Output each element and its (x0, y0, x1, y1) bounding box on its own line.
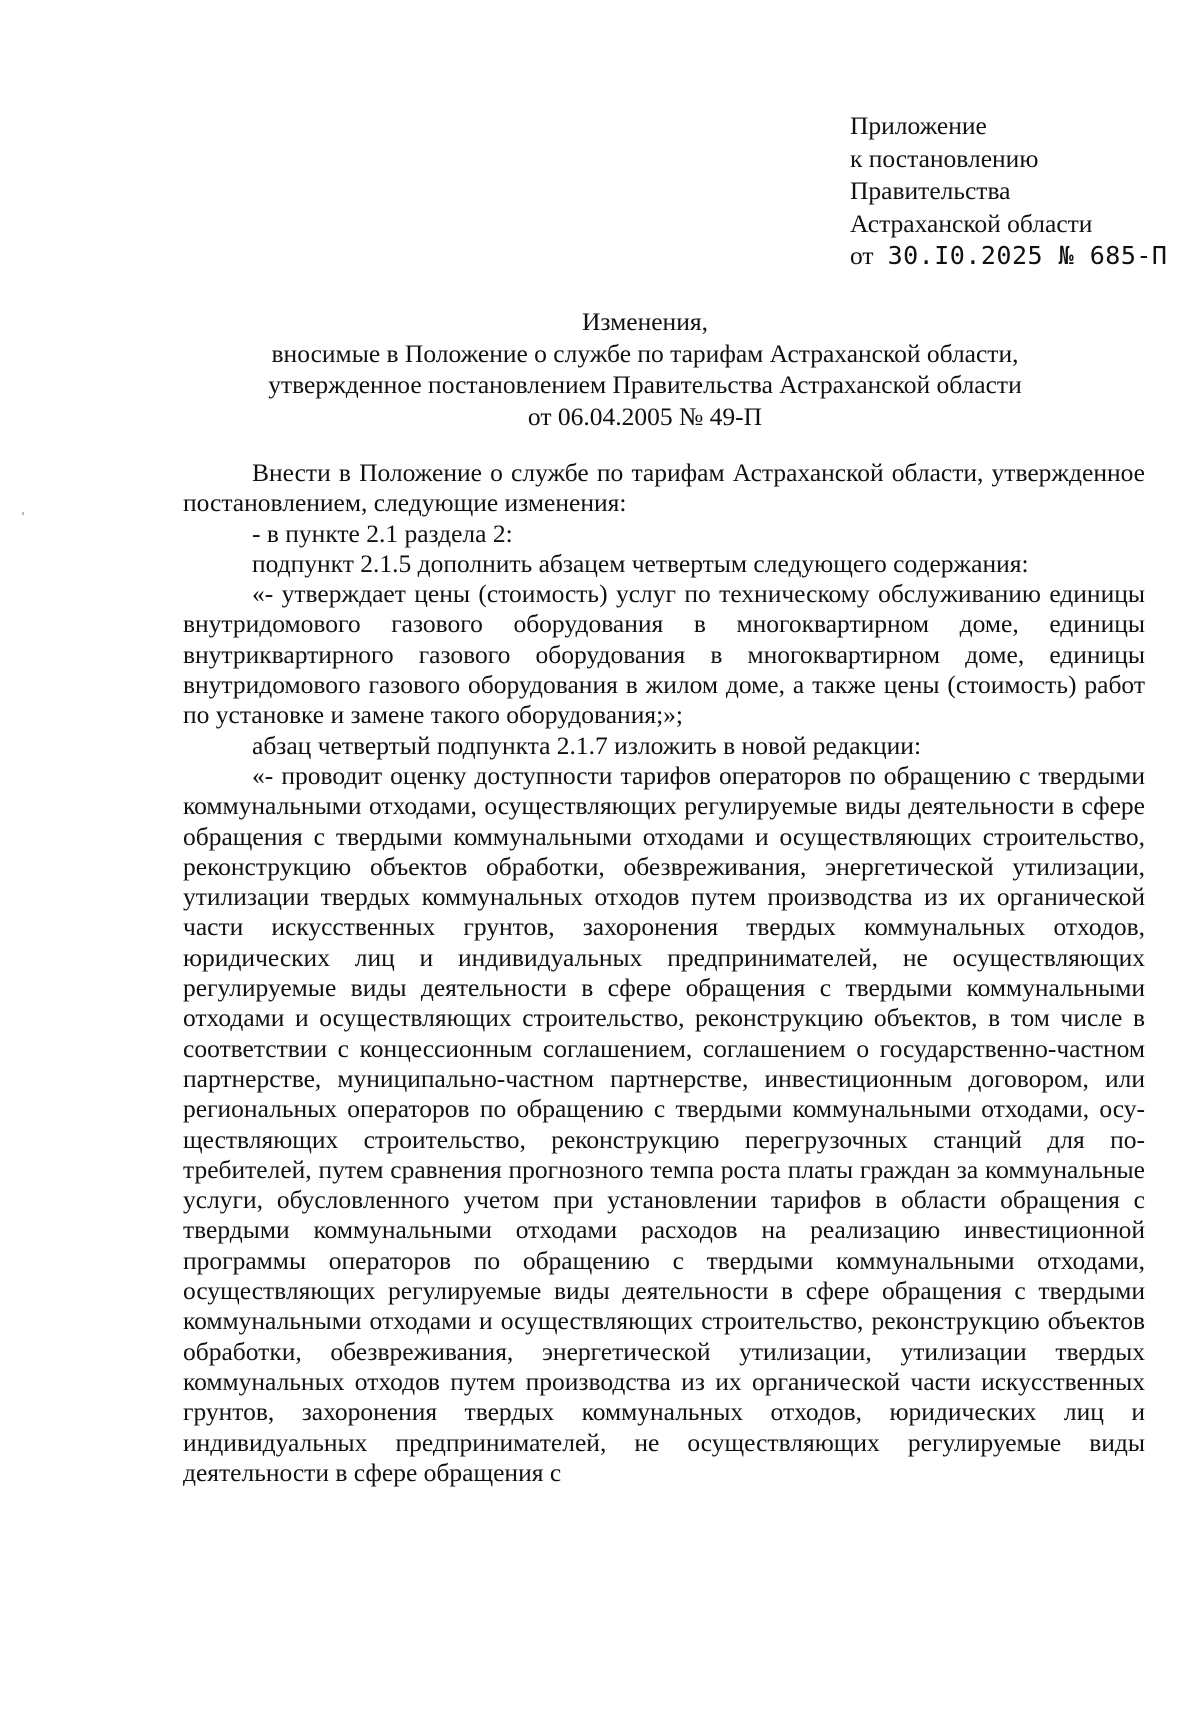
appendix-line: Правительства (850, 176, 1011, 205)
heading-title: Изменения, (582, 307, 708, 336)
appendix-date-line (850, 240, 1168, 273)
appendix-date-prefix: от (850, 241, 874, 270)
body-paragraph: «- утверждает цены (стоимость) услуг по техническому обслуживанию единицы внутридомового газового оборудования в многоквартирном доме, единицы внутриквартирного газового оборудования в многоквартирном доме, единицы внутридомового газового оборудования в жилом доме, а также цены (стоимость) работ по установке и замене такого оборудования;»; (183, 579, 1145, 730)
appendix-date-stamp: 30.I0.2025 № 685-П (887, 241, 1168, 270)
document-heading (180, 306, 1110, 432)
appendix-line: к постановлению (850, 143, 1039, 173)
appendix-block (850, 110, 1168, 273)
body-paragraph: «- проводит оценку доступности тарифов операторов по обращению с твердыми коммунальными отходами, осуществляющих регулируемые виды деятельности в сфере обращения с твердыми коммунальными отходами и осуществляющих строительство, реконструкцию объектов обработки, обезвреживания, энергетической утилизации, утилизации твердых коммунальных отходов путем производства из их органической части искусственных грунтов, захоронения твердых коммунальных отходов, юридических лиц и индивидуальных предпринимателей, не осуществляющих регулируемые виды деятельности в сфере обращения с твердыми коммунальными отходами и осуществляющих строительство, реконструкцию объектов, в том числе в соответствии с концессионным соглашением, соглашением о государственно-частном партнерстве, муниципально-частном партнерстве, инвестиционным договором, или региональных операторов по обращению с твердыми коммунальными отходами, осуществляющих строительство, реконструкцию перегрузочных станций для потребителей, путем сравнения прогнозного темпа роста платы граждан за коммунальные услуги, обусловленного учетом при установлении тарифов в области обращения с твердыми коммунальными отходами расходов на реализацию инвестиционной программы операторов по обращению с твердыми коммунальными отходами, осуществляющих регулируемые виды деятельности в сфере обращения с твердыми коммунальными отходами и осуществляющих строительство, реконструкцию объектов обработки, обезвреживания, энергетической утилизации, утилизации твердых коммунальных отходов путем производства из их органической части искусственных грунтов, захоронения твердых коммунальных отходов, юридических лиц и индивидуальных предпринимателей, не осуществляющих регулируемые виды деятельности в сфере обращения с (183, 760, 1145, 1487)
appendix-line: Приложение (850, 111, 987, 140)
body-paragraph: - в пункте 2.1 раздела 2: (252, 518, 513, 548)
body-paragraph: абзац четвертый подпункта 2.1.7 изложить в новой редакции: (252, 730, 922, 760)
body-paragraph: Внести в Положение о службе по тарифам Астраханской области, утвержденное постановлением, следующие изменения: (183, 458, 1145, 518)
scan-artifact (22, 512, 24, 515)
appendix-line: Астраханской области (850, 208, 1093, 238)
heading-line: утвержденное постановлением Правительства Астраханской области (268, 370, 1022, 399)
document-body (183, 458, 1145, 1488)
heading-line: вносимые в Положение о службе по тарифам Астраханской области, (271, 338, 1019, 368)
body-paragraph: подпункт 2.1.5 дополнить абзацем четвертым следующего содержания: (252, 548, 1029, 578)
heading-line: от 06.04.2005 № 49-П (527, 401, 763, 431)
